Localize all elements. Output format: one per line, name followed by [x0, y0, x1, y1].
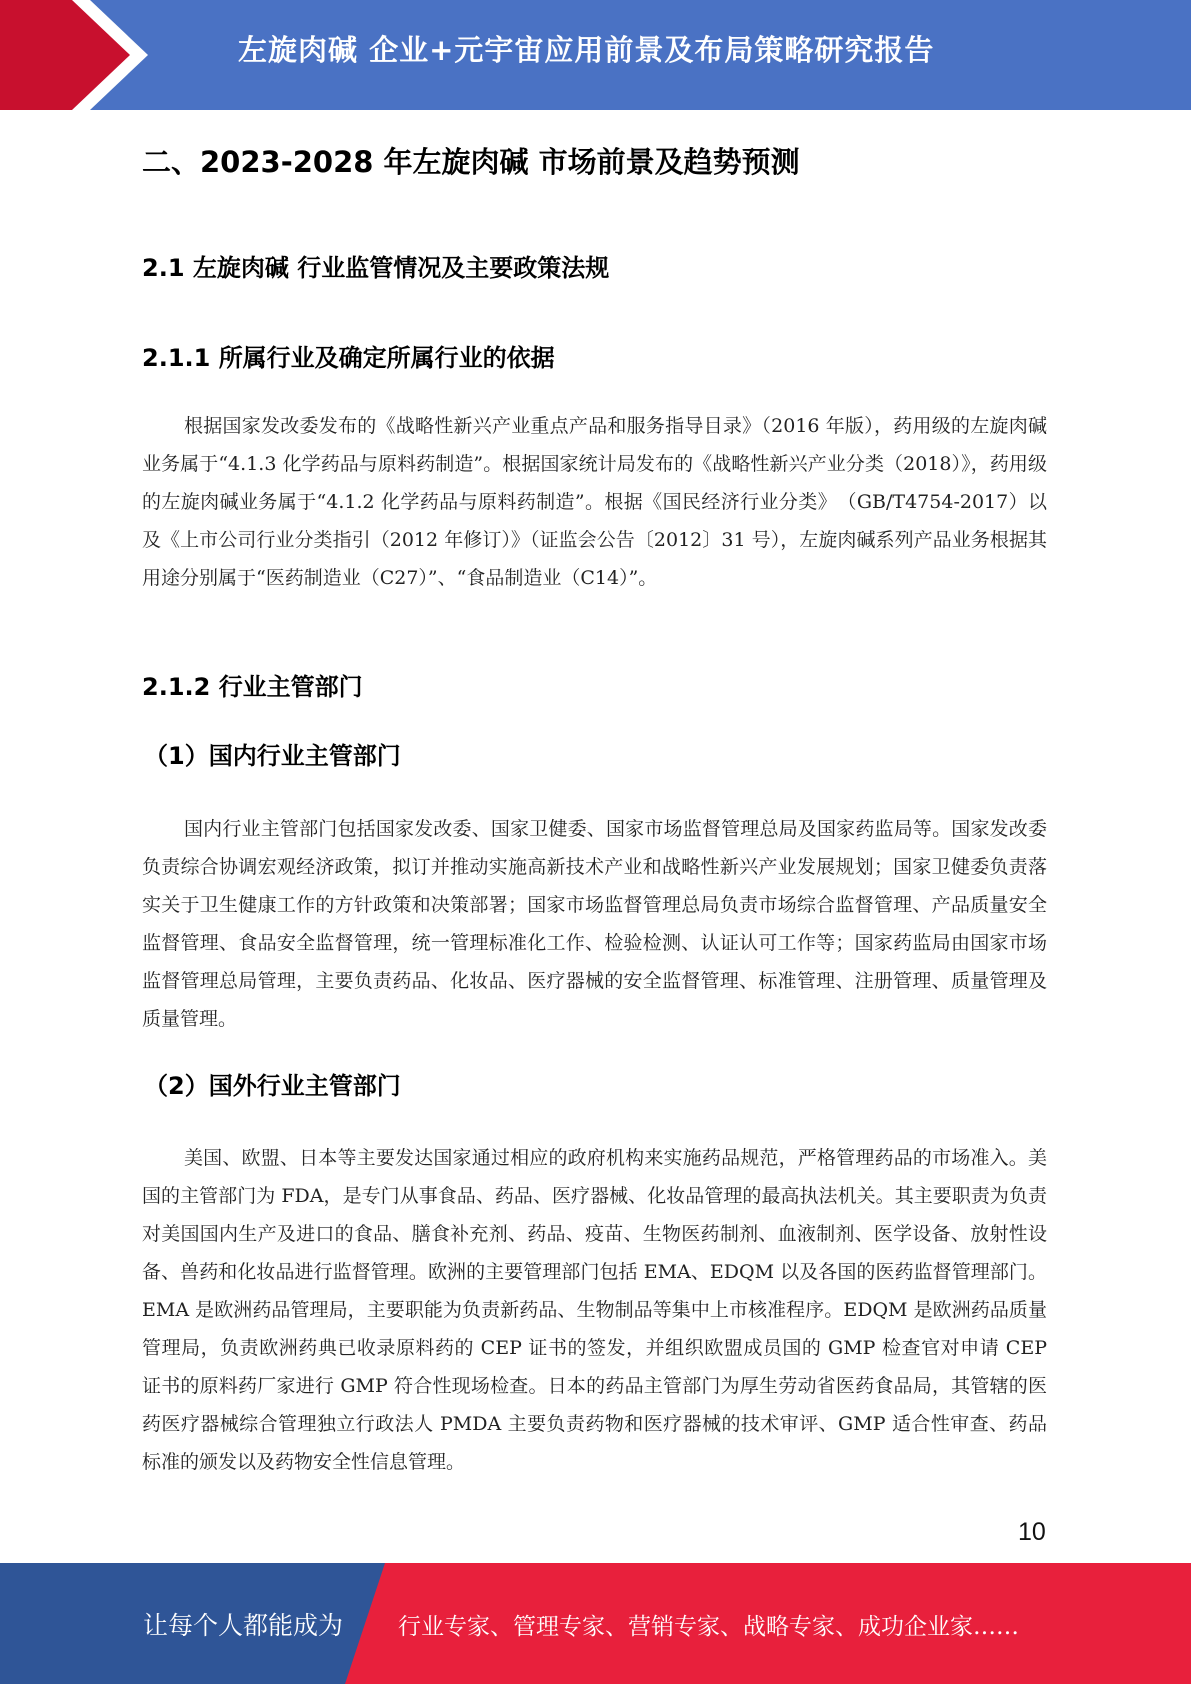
page-footer — [0, 1563, 1191, 1684]
heading-domestic-authorities: （1）国内行业主管部门 — [144, 742, 401, 770]
subsection-heading-2-1-1: 2.1.1 所属行业及确定所属行业的依据 — [142, 344, 555, 372]
page-number: 10 — [1018, 1518, 1046, 1546]
header-arrow-icon — [0, 0, 160, 110]
paragraph-foreign-authorities: 美国、欧盟、日本等主要发达国家通过相应的政府机构来实施药品规范，严格管理药品的市场准入。美国的主管部门为 FDA，是专门从事食品、药品、医疗器械、化妆品管理的最高执法机关。其主要职责为负责对美国国内生产及进口的食品、膳食补充剂、药品、疫苗、生物医药制剂、血液制剂、医学设备、放射性设备、兽药和化妆品进行监督管理。欧洲的主要管理部门包括 EMA、EDQM 以及各国的医药监督管理部门。EMA 是欧洲药品管理局，主要职能为负责新药品、生物制品等集中上市核准程序。EDQM 是欧洲药品质量管理局，负责欧洲药典已收录原料药的 CEP 证书的签发，并组织欧盟成员国的 GMP 检查官对申请 CEP 证书的原料药厂家进行 GMP 符合性现场检查。日本的药品主管部门为厚生劳动省医药食品局，其管辖的医药医疗器械综合管理独立行政法人 PMDA 主要负责药物和医疗器械的技术审评、GMP 适合性审查、药品标准的颁发以及药物安全性信息管理。 — [142, 1147, 1047, 1473]
section-heading: 二、2023-2028 年左旋肉碱 市场前景及趋势预测 — [142, 145, 800, 179]
page-header — [0, 0, 1191, 110]
paragraph-domestic-authorities: 国内行业主管部门包括国家发改委、国家卫健委、国家市场监督管理总局及国家药监局等。国家发改委负责综合协调宏观经济政策，拟订并推动实施高新技术产业和战略性新兴产业发展规划；国家卫健委负责落实关于卫生健康工作的方针政策和决策部署；国家市场监督管理总局负责市场综合监督管理、产品质量安全监督管理、食品安全监督管理，统一管理标准化工作、检验检测、认证认可工作等；国家药监局由国家市场监督管理总局管理，主要负责药品、化妆品、医疗器械的安全监督管理、标准管理、注册管理、质量管理及质量管理。 — [142, 818, 1047, 1030]
footer-slogan-right: 行业专家、管理专家、营销专家、战略专家、成功企业家…… — [398, 1614, 1019, 1640]
footer-slogan-left: 让每个人都能成为 — [143, 1611, 344, 1640]
paragraph-industry-basis: 根据国家发改委发布的《战略性新兴产业重点产品和服务指导目录》（2016 年版），药用级的左旋肉碱业务属于“4.1.3 化学药品与原料药制造”。根据国家统计局发布的《战略性新兴产业分类（2018）》，药用级的左旋肉碱业务属于“4.1.2 化学药品与原料药制造”。根据《国民经济行业分类》 （GB/T4754-2017）以及《上市公司行业分类指引（2012 年修订）》（证监会公告〔2012〕31 号），左旋肉碱系列产品业务根据其用途分别属于“医药制造业（C27）”、“食品制造业（C14）”。 — [142, 415, 1047, 589]
report-title: 左旋肉碱 企业+元宇宙应用前景及布局策略研究报告 — [238, 33, 935, 67]
subsection-heading-2-1: 2.1 左旋肉碱 行业监管情况及主要政策法规 — [142, 254, 610, 282]
subsection-heading-2-1-2: 2.1.2 行业主管部门 — [142, 673, 363, 701]
heading-foreign-authorities: （2）国外行业主管部门 — [144, 1072, 401, 1100]
